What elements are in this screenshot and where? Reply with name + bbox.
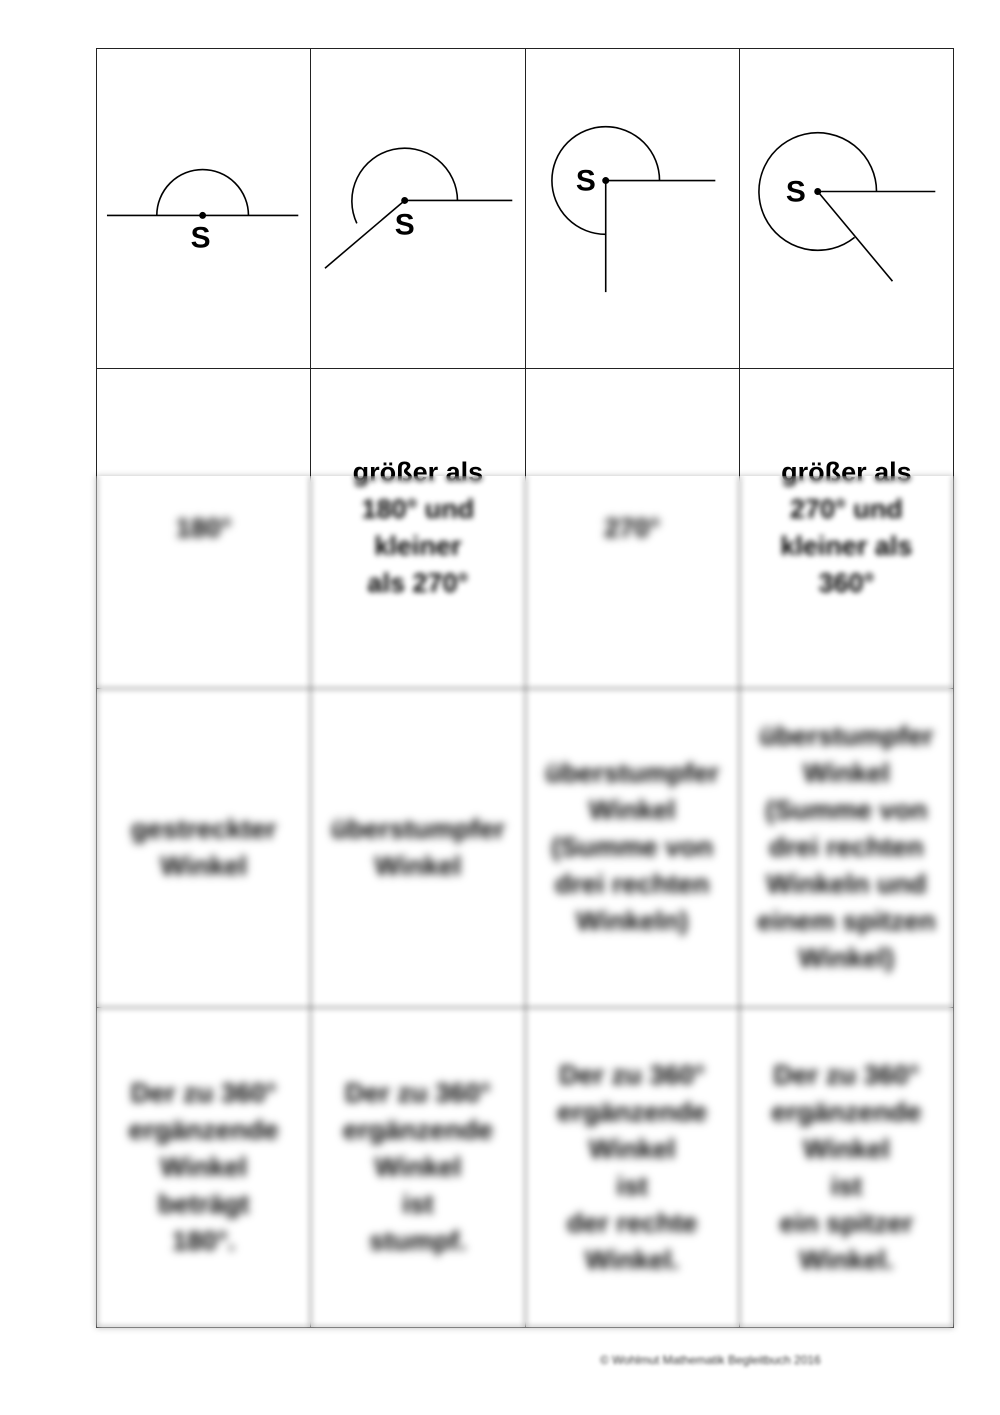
card-complement-2 xyxy=(311,1008,525,1328)
card-drawing-270 xyxy=(526,49,740,369)
270-angle-drawing xyxy=(526,49,739,368)
card-size-reflex-acute xyxy=(740,369,954,689)
card-drawing-180 xyxy=(97,49,311,369)
angle-card-grid xyxy=(96,48,954,1328)
complement-text: Der zu 360° ergänzende Winkel beträgt 180°. xyxy=(128,1078,279,1257)
card-size-180 xyxy=(97,369,311,689)
size-text: 270° xyxy=(604,512,661,543)
name-text: gestreckter Winkel xyxy=(130,813,277,881)
size-text: größer als 180° und kleiner als 270° xyxy=(352,457,484,599)
vertex-label: S xyxy=(190,221,211,255)
card-drawing-reflex-obtuse xyxy=(311,49,525,369)
card-complement-3 xyxy=(526,1008,740,1328)
card-name-3 xyxy=(526,689,740,1009)
complement-text: Der zu 360° ergänzende Winkel ist der rechte Winkel. xyxy=(557,1059,708,1275)
vertex-label: S xyxy=(394,208,415,242)
copyright-footer: © Wohlmut Mathematik Begleitbuch 2016 xyxy=(600,1353,821,1367)
card-name-1 xyxy=(97,689,311,1009)
vertex-label: S xyxy=(785,175,806,209)
name-text: überstumpfer Winkel (Summe von drei rechten Winkeln) xyxy=(545,758,720,937)
card-complement-1 xyxy=(97,1008,311,1328)
size-text: 180° xyxy=(175,512,232,543)
card-complement-4 xyxy=(740,1008,954,1328)
vertex-label: S xyxy=(575,164,596,198)
name-text: überstumpfer Winkel xyxy=(330,813,505,881)
card-drawing-reflex-acute xyxy=(740,49,954,369)
straight-angle-drawing xyxy=(97,49,310,368)
complement-text: Der zu 360° ergänzende Winkel ist ein spitzer Winkel. xyxy=(771,1059,922,1275)
card-size-reflex-obtuse xyxy=(311,369,525,689)
complement-text: Der zu 360° ergänzende Winkel ist stumpf. xyxy=(342,1078,493,1257)
card-name-4 xyxy=(740,689,954,1009)
reflex-angle-drawing-2 xyxy=(740,49,953,368)
reflex-angle-drawing-1 xyxy=(311,49,524,368)
card-name-2 xyxy=(311,689,525,1009)
card-size-270 xyxy=(526,369,740,689)
size-text: größer als 270° und kleiner als 360° xyxy=(780,457,913,599)
name-text: überstumpfer Winkel (Summe von drei rechten Winkeln und einem spitzen Winkel) xyxy=(757,721,936,974)
